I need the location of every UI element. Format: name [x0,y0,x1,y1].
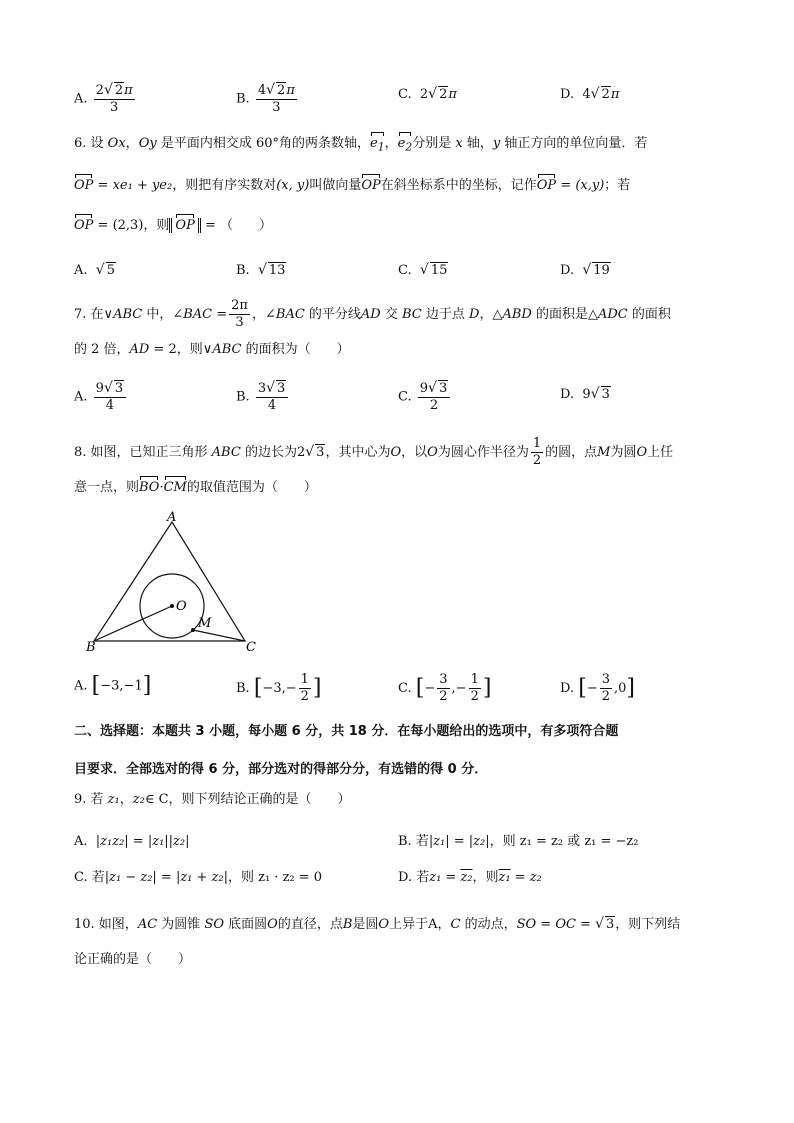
section-2-heading-line-1: 二、选择题：本题共 3 小题，每小题 6 分，共 18 分．在每小题给出的选项中，有多项符合题 [74,724,619,739]
q9-option-d[interactable]: D. 若z₁ = z₂，则z₁ = z₂ [398,870,542,885]
q6-line-2: OP = xe₁ + ye₂，则把有序实数对(x, y)叫做向量OP在斜坐标系中的坐标，记作OP = (x,y)；若 [74,176,630,196]
q6-option-a[interactable]: A. √ 5 [74,262,115,278]
q6-option-d[interactable]: D. √ 19 [560,262,610,278]
triangle-figure [80,505,270,660]
q7-line-1: 7. 在∨ABC 中，∠BAC = $\frac{2\pi}{3}$ ，∠BAC 的平分线AD 交 BC 边于点 D，△ABD 的面积是△ADC 的面积 [74,298,671,330]
q8-line-1: 8. 如图，已知正三角形 ABC 的边长为2√ 3，其中心为O，以O为圆心作半径为 $\frac{1}{2}$ 的圆，点M为圆O上任 [74,436,674,468]
q5-option-d[interactable]: D. 4√ 2π [560,86,620,102]
q10-line-1: 10. 如图，AC 为圆锥 SO 底面圆O的直径，点B是圆O上异于A，C 的动点，SO = OC = √ 3，则下列结 [74,916,681,932]
q6-option-b[interactable]: B. √ 13 [236,262,286,278]
q8-option-b[interactable]: B. [−3,− $\frac{1}{2}$ ] [236,672,322,704]
q7-option-d[interactable]: D. 9√ 3 [560,386,610,402]
q9-option-b[interactable]: B. 若|z₁| = |z₂|，则 z₁ = z₂ 或 z₁ = −z₂ [398,834,639,849]
q8-option-c[interactable]: C. [− $\frac{3}{2}$ ,− $\frac{1}{2}$ ] [398,672,492,704]
q5-option-b[interactable]: B. $\frac{4√ 2\pi}{3}$ [236,82,295,115]
q8-option-d[interactable]: D. [− $\frac{3}{2}$ ,0] [560,672,636,704]
q10-line-2: 论正确的是（ ） [74,952,192,967]
triangle-abc [94,522,245,641]
q6-line-3: OP = (2,3)，则 OP = （ ） [74,216,272,236]
label-a: A [167,510,177,525]
q8-line-2: 意一点，则BO·CM的取值范围为（ ） [74,478,317,498]
q6-option-c[interactable]: C. √ 15 [398,262,448,278]
label-o: O [176,599,187,614]
segment-cm [193,630,245,641]
q7-option-b[interactable]: B. $\frac{3√ 3}{4}$ [236,380,290,414]
point-m-dot [191,628,195,632]
q7-option-a[interactable]: A. $\frac{9√ 3}{4}$ [74,380,128,414]
q8-option-a[interactable]: A. [−3,−1] [74,673,152,698]
q9-option-c[interactable]: C. 若|z₁ − z₂| = |z₁ + z₂|，则 z₁ · z₂ = 0 [74,870,323,885]
q9-stem: 9. 若 z₁，z₂∈ C，则下列结论正确的是（ ） [74,792,351,807]
q7-line-2: 的 2 倍，AD = 2，则∨ABC 的面积为（ ） [74,342,350,357]
q6-line-1: 6. 设 Ox，Oy 是平面内相交成 60°角的两条数轴，$e_1$，$e_2$分别是 x 轴，y 轴正方向的单位向量．若 [74,134,647,158]
q7-option-c[interactable]: C. $\frac{9√ 3}{2}$ [398,380,452,414]
label-b: B [86,640,96,655]
q5-option-c[interactable]: C. 2√ 2π [398,86,457,102]
label-c: C [246,640,256,655]
q9-option-a[interactable]: A. |z₁z₂| = |z₁||z₂| [74,834,190,849]
section-2-heading-line-2: 目要求．全部选对的得 6 分，部分选对的得部分分，有选错的得 0 分． [74,762,488,777]
q5-option-a[interactable]: A. $\frac{2√ 2\pi}{3}$ [74,82,133,115]
label-m: M [198,616,212,631]
center-o-dot [170,604,174,608]
